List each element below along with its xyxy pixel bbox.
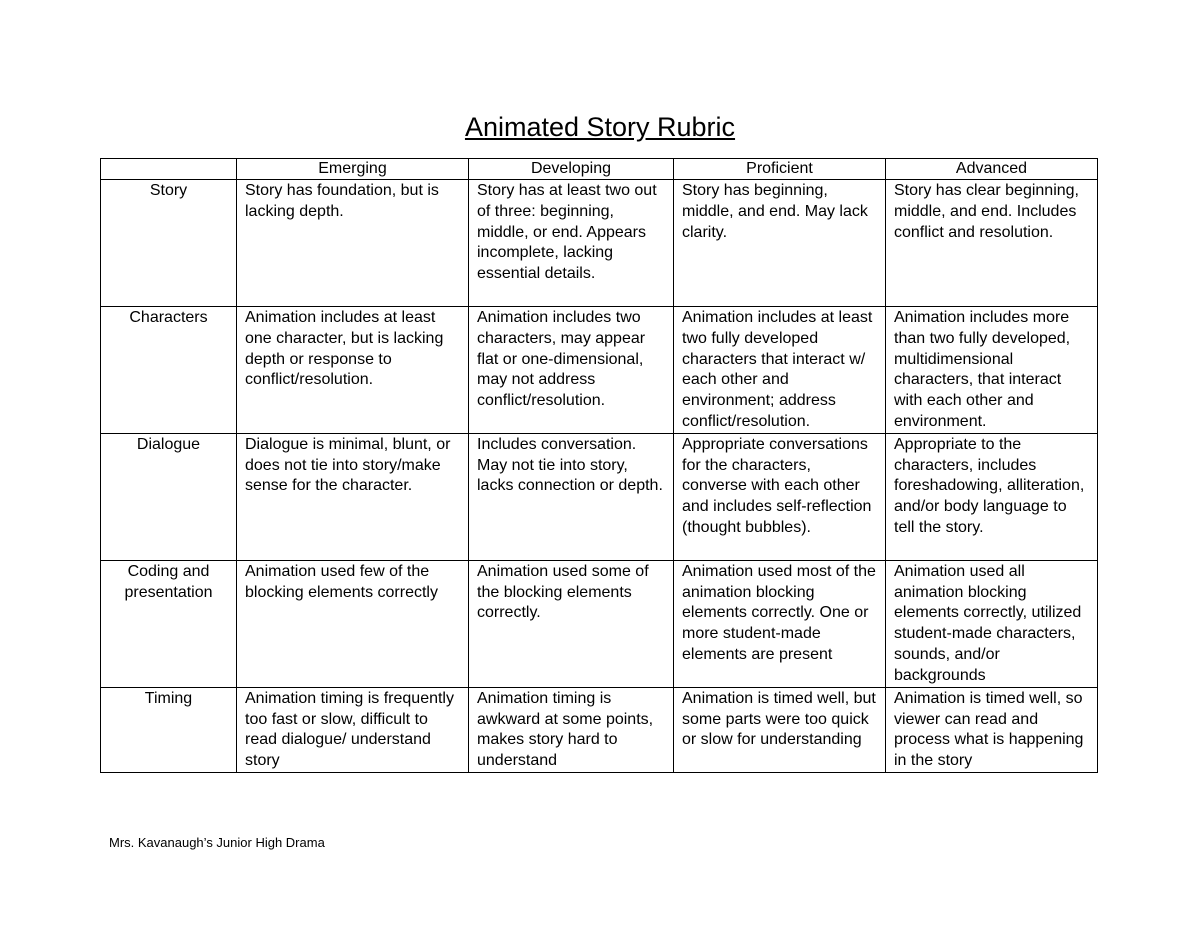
rubric-cell-developing: Animation includes two characters, may appear flat or one-dimensional, may not address conflict/resolution. <box>469 307 674 434</box>
rubric-cell-advanced: Animation is timed well, so viewer can read and process what is happening in the story <box>886 687 1098 772</box>
rubric-cell-emerging: Animation timing is frequently too fast or slow, difficult to read dialogue/ understand story <box>237 687 469 772</box>
level-header-developing: Developing <box>469 159 674 180</box>
rubric-table <box>100 158 1098 773</box>
criterion-label: Dialogue <box>101 433 237 560</box>
rubric-row-dialogue <box>101 433 1098 560</box>
level-header-advanced: Advanced <box>886 159 1098 180</box>
rubric-cell-emerging: Animation includes at least one character, but is lacking depth or response to conflict/resolution. <box>237 307 469 434</box>
criterion-label: Story <box>101 180 237 307</box>
criterion-label: Characters <box>101 307 237 434</box>
rubric-cell-proficient: Animation used most of the animation blocking elements correctly. One or more student-made elements are present <box>674 560 886 687</box>
document-footer: Mrs. Kavanaugh’s Junior High Drama <box>109 835 325 850</box>
rubric-row-story <box>101 180 1098 307</box>
rubric-cell-developing: Animation timing is awkward at some points, makes story hard to understand <box>469 687 674 772</box>
rubric-cell-advanced: Animation includes more than two fully developed, multidimensional characters, that interact with each other and environment. <box>886 307 1098 434</box>
header-row <box>101 159 1098 180</box>
rubric-cell-emerging: Story has foundation, but is lacking depth. <box>237 180 469 307</box>
rubric-cell-proficient: Animation is timed well, but some parts were too quick or slow for understanding <box>674 687 886 772</box>
document-title: Animated Story Rubric <box>464 112 736 142</box>
rubric-row-timing <box>101 687 1098 772</box>
corner-cell <box>101 159 237 180</box>
rubric-cell-proficient: Appropriate conversations for the characters, converse with each other and includes self-reflection (thought bubbles). <box>674 433 886 560</box>
rubric-row-characters <box>101 307 1098 434</box>
rubric-cell-developing: Story has at least two out of three: beginning, middle, or end. Appears incomplete, lacking essential details. <box>469 180 674 307</box>
rubric-cell-developing: Animation used some of the blocking elements correctly. <box>469 560 674 687</box>
level-header-emerging: Emerging <box>237 159 469 180</box>
rubric-cell-advanced: Story has clear beginning, middle, and end. Includes conflict and resolution. <box>886 180 1098 307</box>
rubric-cell-proficient: Story has beginning, middle, and end. May lack clarity. <box>674 180 886 307</box>
criterion-label: Coding and presentation <box>101 560 237 687</box>
rubric-cell-advanced: Animation used all animation blocking elements correctly, utilized student-made characters, sounds, and/or backgrounds <box>886 560 1098 687</box>
rubric-row-coding-and-presentation <box>101 560 1098 687</box>
rubric-cell-proficient: Animation includes at least two fully developed characters that interact w/ each other and environment; address conflict/resolution. <box>674 307 886 434</box>
criterion-label: Timing <box>101 687 237 772</box>
level-header-proficient: Proficient <box>674 159 886 180</box>
rubric-cell-advanced: Appropriate to the characters, includes foreshadowing, alliteration, and/or body language to tell the story. <box>886 433 1098 560</box>
rubric-cell-emerging: Dialogue is minimal, blunt, or does not tie into story/make sense for the character. <box>237 433 469 560</box>
rubric-cell-developing: Includes conversation. May not tie into story, lacks connection or depth. <box>469 433 674 560</box>
rubric-cell-emerging: Animation used few of the blocking elements correctly <box>237 560 469 687</box>
